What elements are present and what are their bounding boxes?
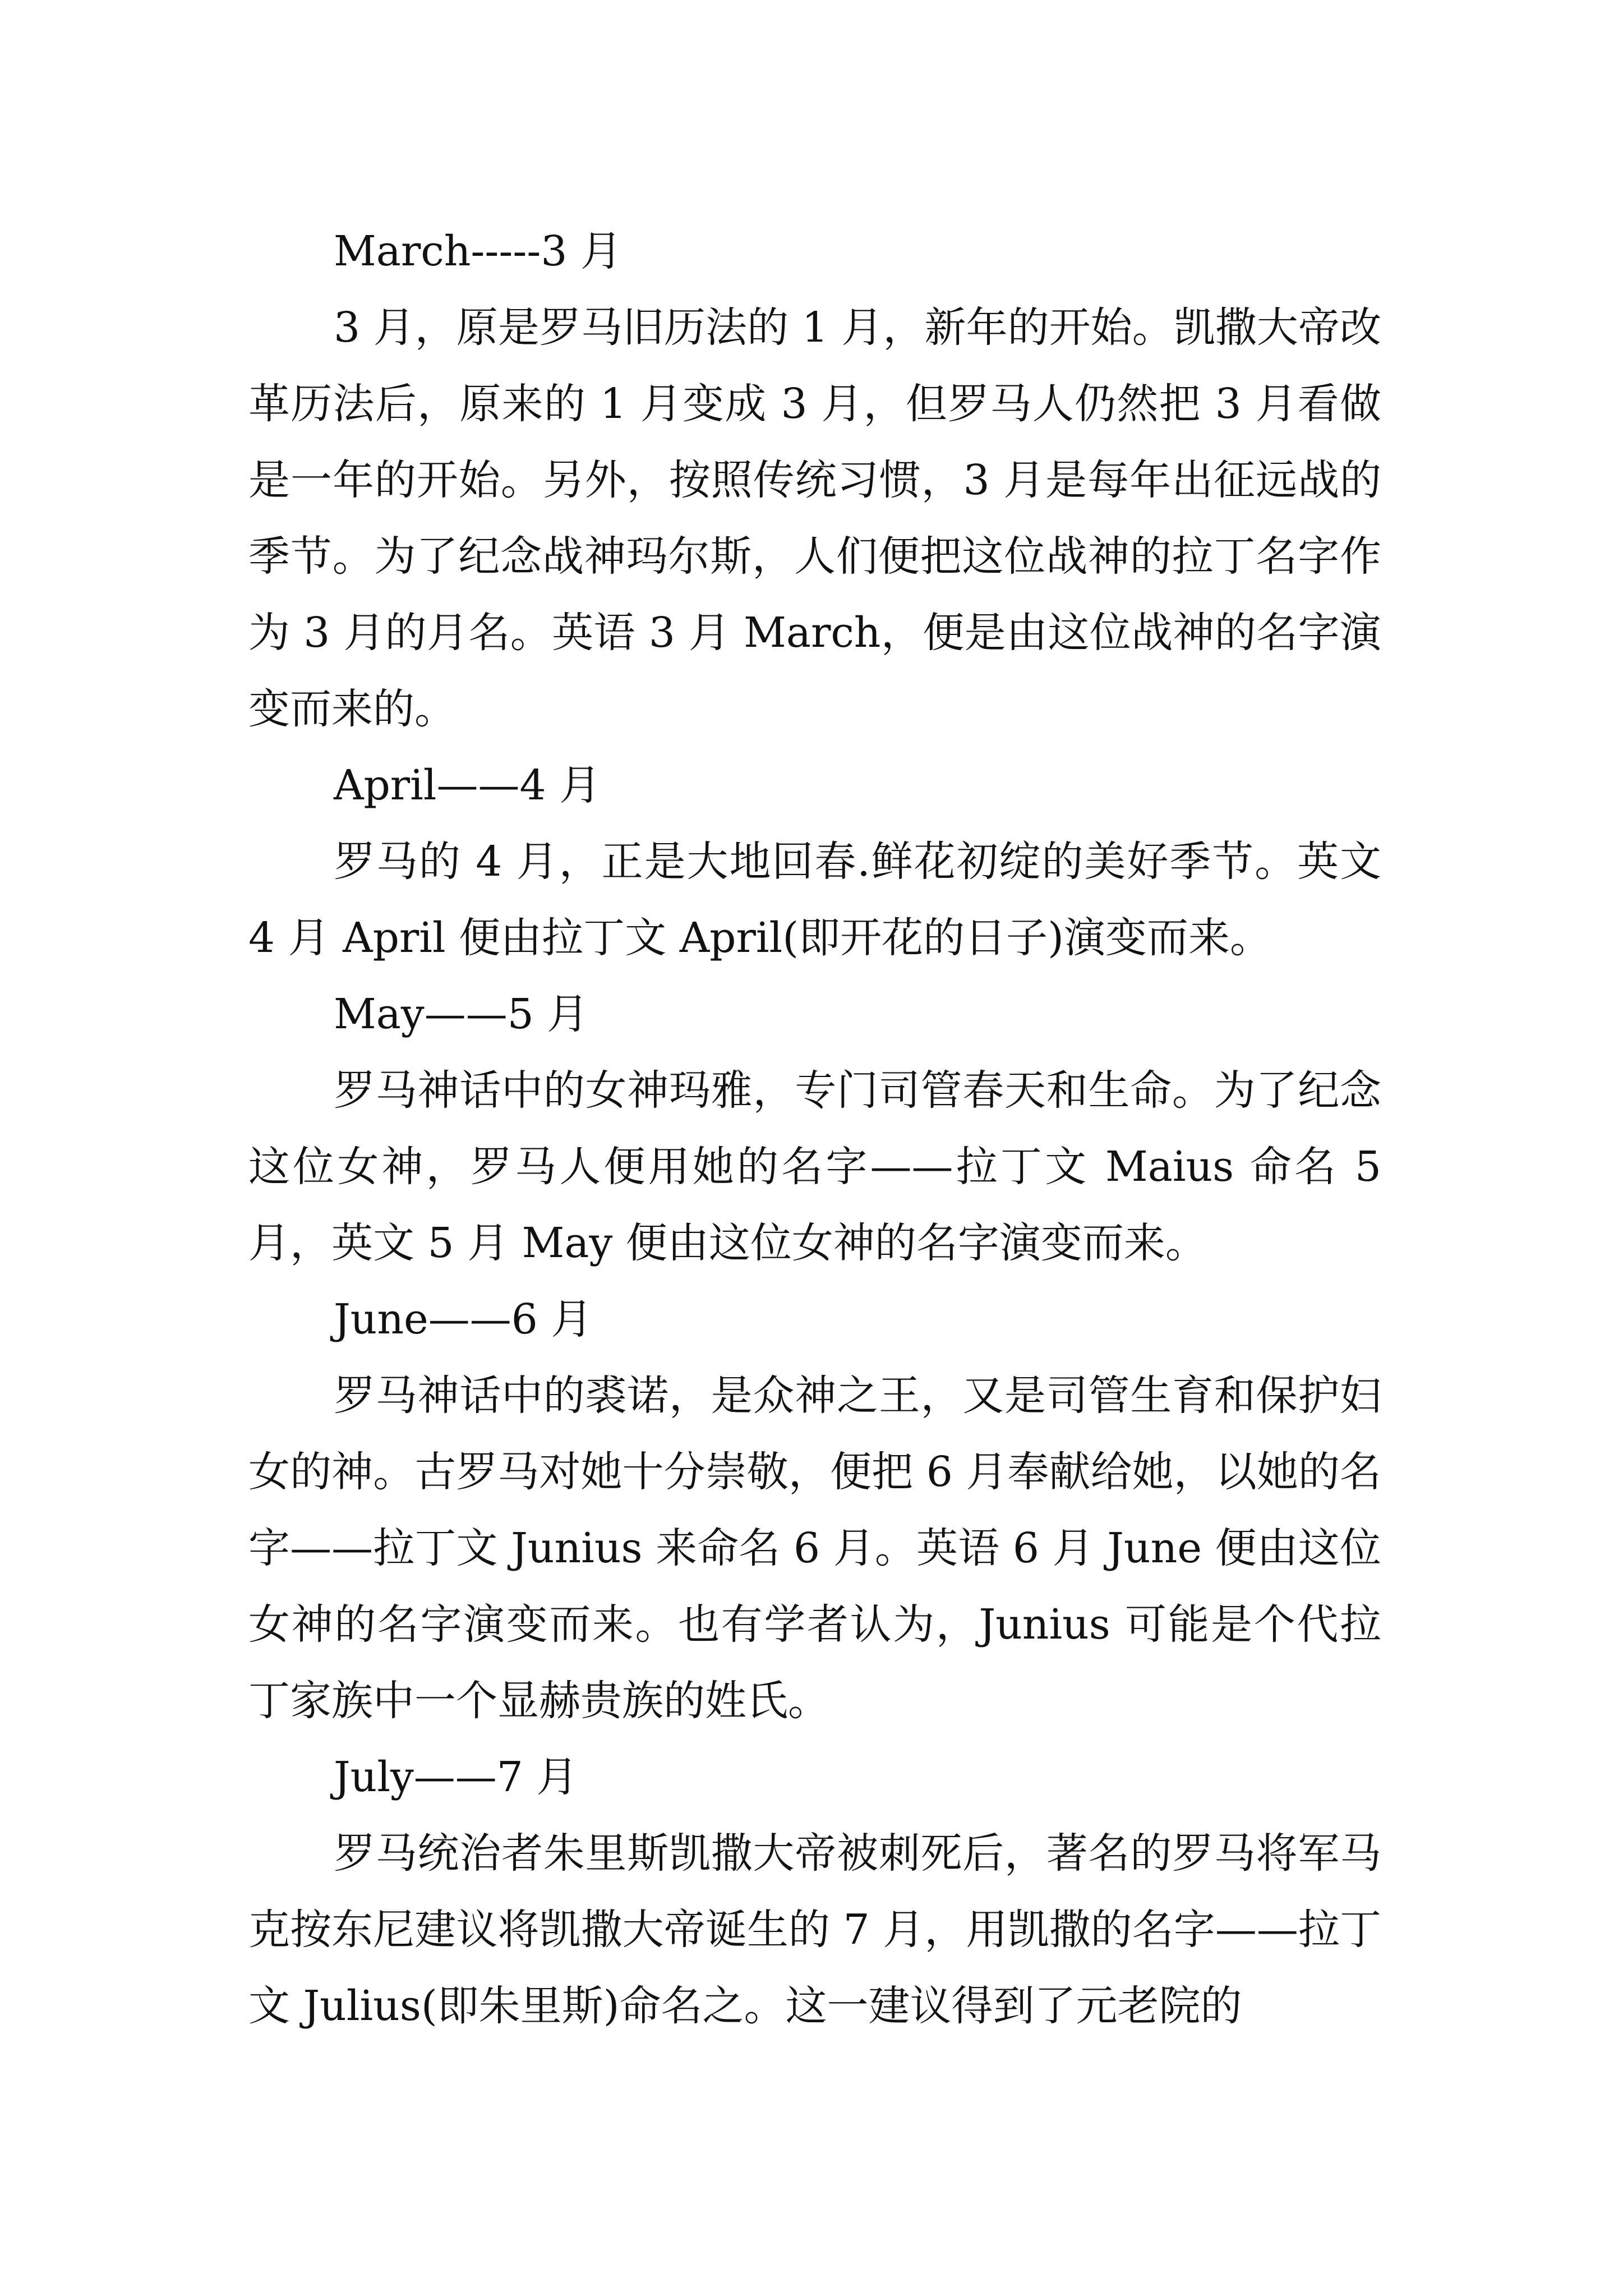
section-paragraph-april: 罗马的 4 月，正是大地回春.鲜花初绽的美好季节。英文 4 月 April 便由拉丁文 April(即开花的日子)演变而来。: [248, 838, 1381, 962]
section-paragraph-june: 罗马神话中的裘诺，是众神之王，又是司管生育和保护妇女的神。古罗马对她十分崇敬，便把 6 月奉献给她，以她的名字——拉丁文 Junius 来命名 6 月。英语 6 月 June 便由这位女神的名字演变而来。也有学者认为，Junius 可能是个代拉丁家族中一个显赫贵族的姓氏。: [248, 1372, 1381, 1725]
section-paragraph-july: 罗马统治者朱里斯凯撒大帝被刺死后，著名的罗马将军马克按东尼建议将凯撒大帝诞生的 7 月，用凯撒的名字——拉丁文 Julius(即朱里斯)命名之。这一建议得到了元老院的: [248, 1829, 1381, 2030]
section-heading-july: July——7 月: [334, 1753, 578, 1801]
section-heading-april: April——4 月: [334, 761, 601, 809]
section-heading-may: May——5 月: [334, 990, 589, 1038]
section-paragraph-march: 3 月，原是罗马旧历法的 1 月，新年的开始。凯撒大帝改革历法后，原来的 1 月变成 3 月，但罗马人仍然把 3 月看做是一年的开始。另外，按照传统习惯，3 月是每年出征远战的季节。为了纪念战神玛尔斯，人们便把这位战神的拉丁名字作为 3 月的月名。英语 3 月 March，便是由这位战神的名字演变而来的。: [248, 303, 1381, 733]
section-heading-june: June——6 月: [334, 1295, 593, 1343]
section-heading-march: March-----3 月: [334, 227, 622, 275]
document-body: [248, 213, 1381, 2044]
section-paragraph-may: 罗马神话中的女神玛雅，专门司管春天和生命。为了纪念这位女神，罗马人便用她的名字——拉丁文 Maius 命名 5 月，英文 5 月 May 便由这位女神的名字演变而来。: [248, 1066, 1381, 1267]
